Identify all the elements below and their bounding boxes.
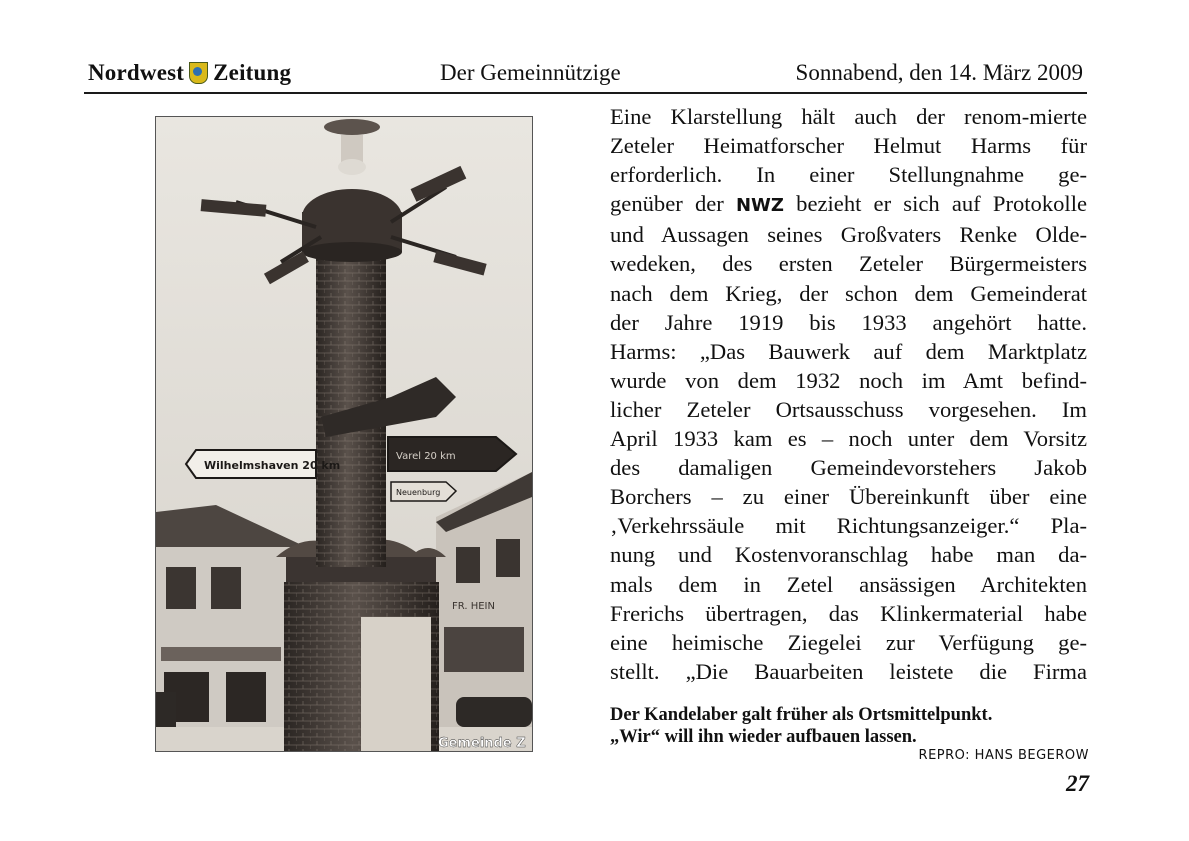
page-header <box>84 56 1087 94</box>
caption-line: Der Kandelaber galt früher als Ortsmittelpunkt. <box>610 705 993 725</box>
photo-watermark: Gemeinde Z <box>438 736 526 751</box>
article-line: Frerichs übertragen, das Klinkermaterial habe <box>610 600 1087 626</box>
article-line: der Jahre 1919 bis 1933 angehört hatte. <box>610 309 1087 335</box>
article-line: Harms: „Das Bauwerk auf dem Marktplatz <box>610 338 1087 364</box>
article-line: Zeteler Heimatforscher Helmut Harms für <box>610 133 1087 159</box>
newspaper-logo <box>88 60 291 86</box>
article-line: April 1933 kam es – noch unter dem Vorsitz <box>610 426 1087 452</box>
article-line-nwz <box>610 189 1087 220</box>
sign-right-text: Varel 20 km <box>396 451 456 462</box>
article-line: eine heimische Ziegelei zur Verfügung ge- <box>610 629 1087 655</box>
photo-caption <box>610 704 1090 748</box>
article-line: und Aussagen seines Großvaters Renke Olde- <box>610 222 1087 248</box>
article-body <box>610 102 1087 686</box>
caption-line: „Wir“ will ihn wieder aufbauen lassen. <box>610 727 917 747</box>
article-line: nach dem Krieg, der schon dem Gemeinderat <box>610 280 1087 306</box>
article-line: erforderlich. In einer Stellungnahme ge- <box>610 162 1087 188</box>
photo-credit: REPRO: HANS BEGEROW <box>918 748 1089 763</box>
coat-of-arms-icon <box>189 62 208 84</box>
section-title: Der Gemeinnützige <box>440 60 621 85</box>
article-line: licher Zeteler Ortsausschuss vorgesehen. Im <box>610 396 1087 422</box>
issue-date: Sonnabend, den 14. März 2009 <box>795 60 1083 85</box>
article-line: Borchers – zu einer Übereinkunft über eine <box>610 484 1087 510</box>
logo-text-zeitung: Zeitung <box>213 60 292 85</box>
article-line: Eine Klarstellung hält auch der renom-mierte <box>610 104 1087 129</box>
article-line-part: genüber der <box>610 191 724 217</box>
article-line: wurde von dem 1932 noch im Amt befind- <box>610 367 1087 393</box>
article-line: des damaligen Gemeindevorstehers Jakob <box>610 455 1087 481</box>
sign-small-text: Neuenburg <box>396 488 441 497</box>
article-line-part: bezieht er sich auf Protokolle <box>796 191 1088 217</box>
page-number: 27 <box>1066 771 1089 796</box>
nwz-brand: NWZ <box>735 195 784 217</box>
article-line: stellt. „Die Bauarbeiten leistete die Firma <box>610 658 1087 684</box>
article-line: mals dem in Zetel ansässigen Architekten <box>610 571 1087 597</box>
historic-photo-kandelaber <box>155 116 533 752</box>
shop-sign-text: FR. HEIN <box>452 601 495 612</box>
logo-text-nordwest: Nordwest <box>88 60 185 85</box>
article-line: wedeken, des ersten Zeteler Bürgermeisters <box>610 251 1087 277</box>
article-line: ‚Verkehrssäule mit Richtungsanzeiger.“ Pla- <box>610 513 1087 539</box>
article-line: nung und Kostenvoranschlag habe man da- <box>610 542 1087 568</box>
sign-left-text: Wilhelmshaven 20 km <box>204 459 341 472</box>
